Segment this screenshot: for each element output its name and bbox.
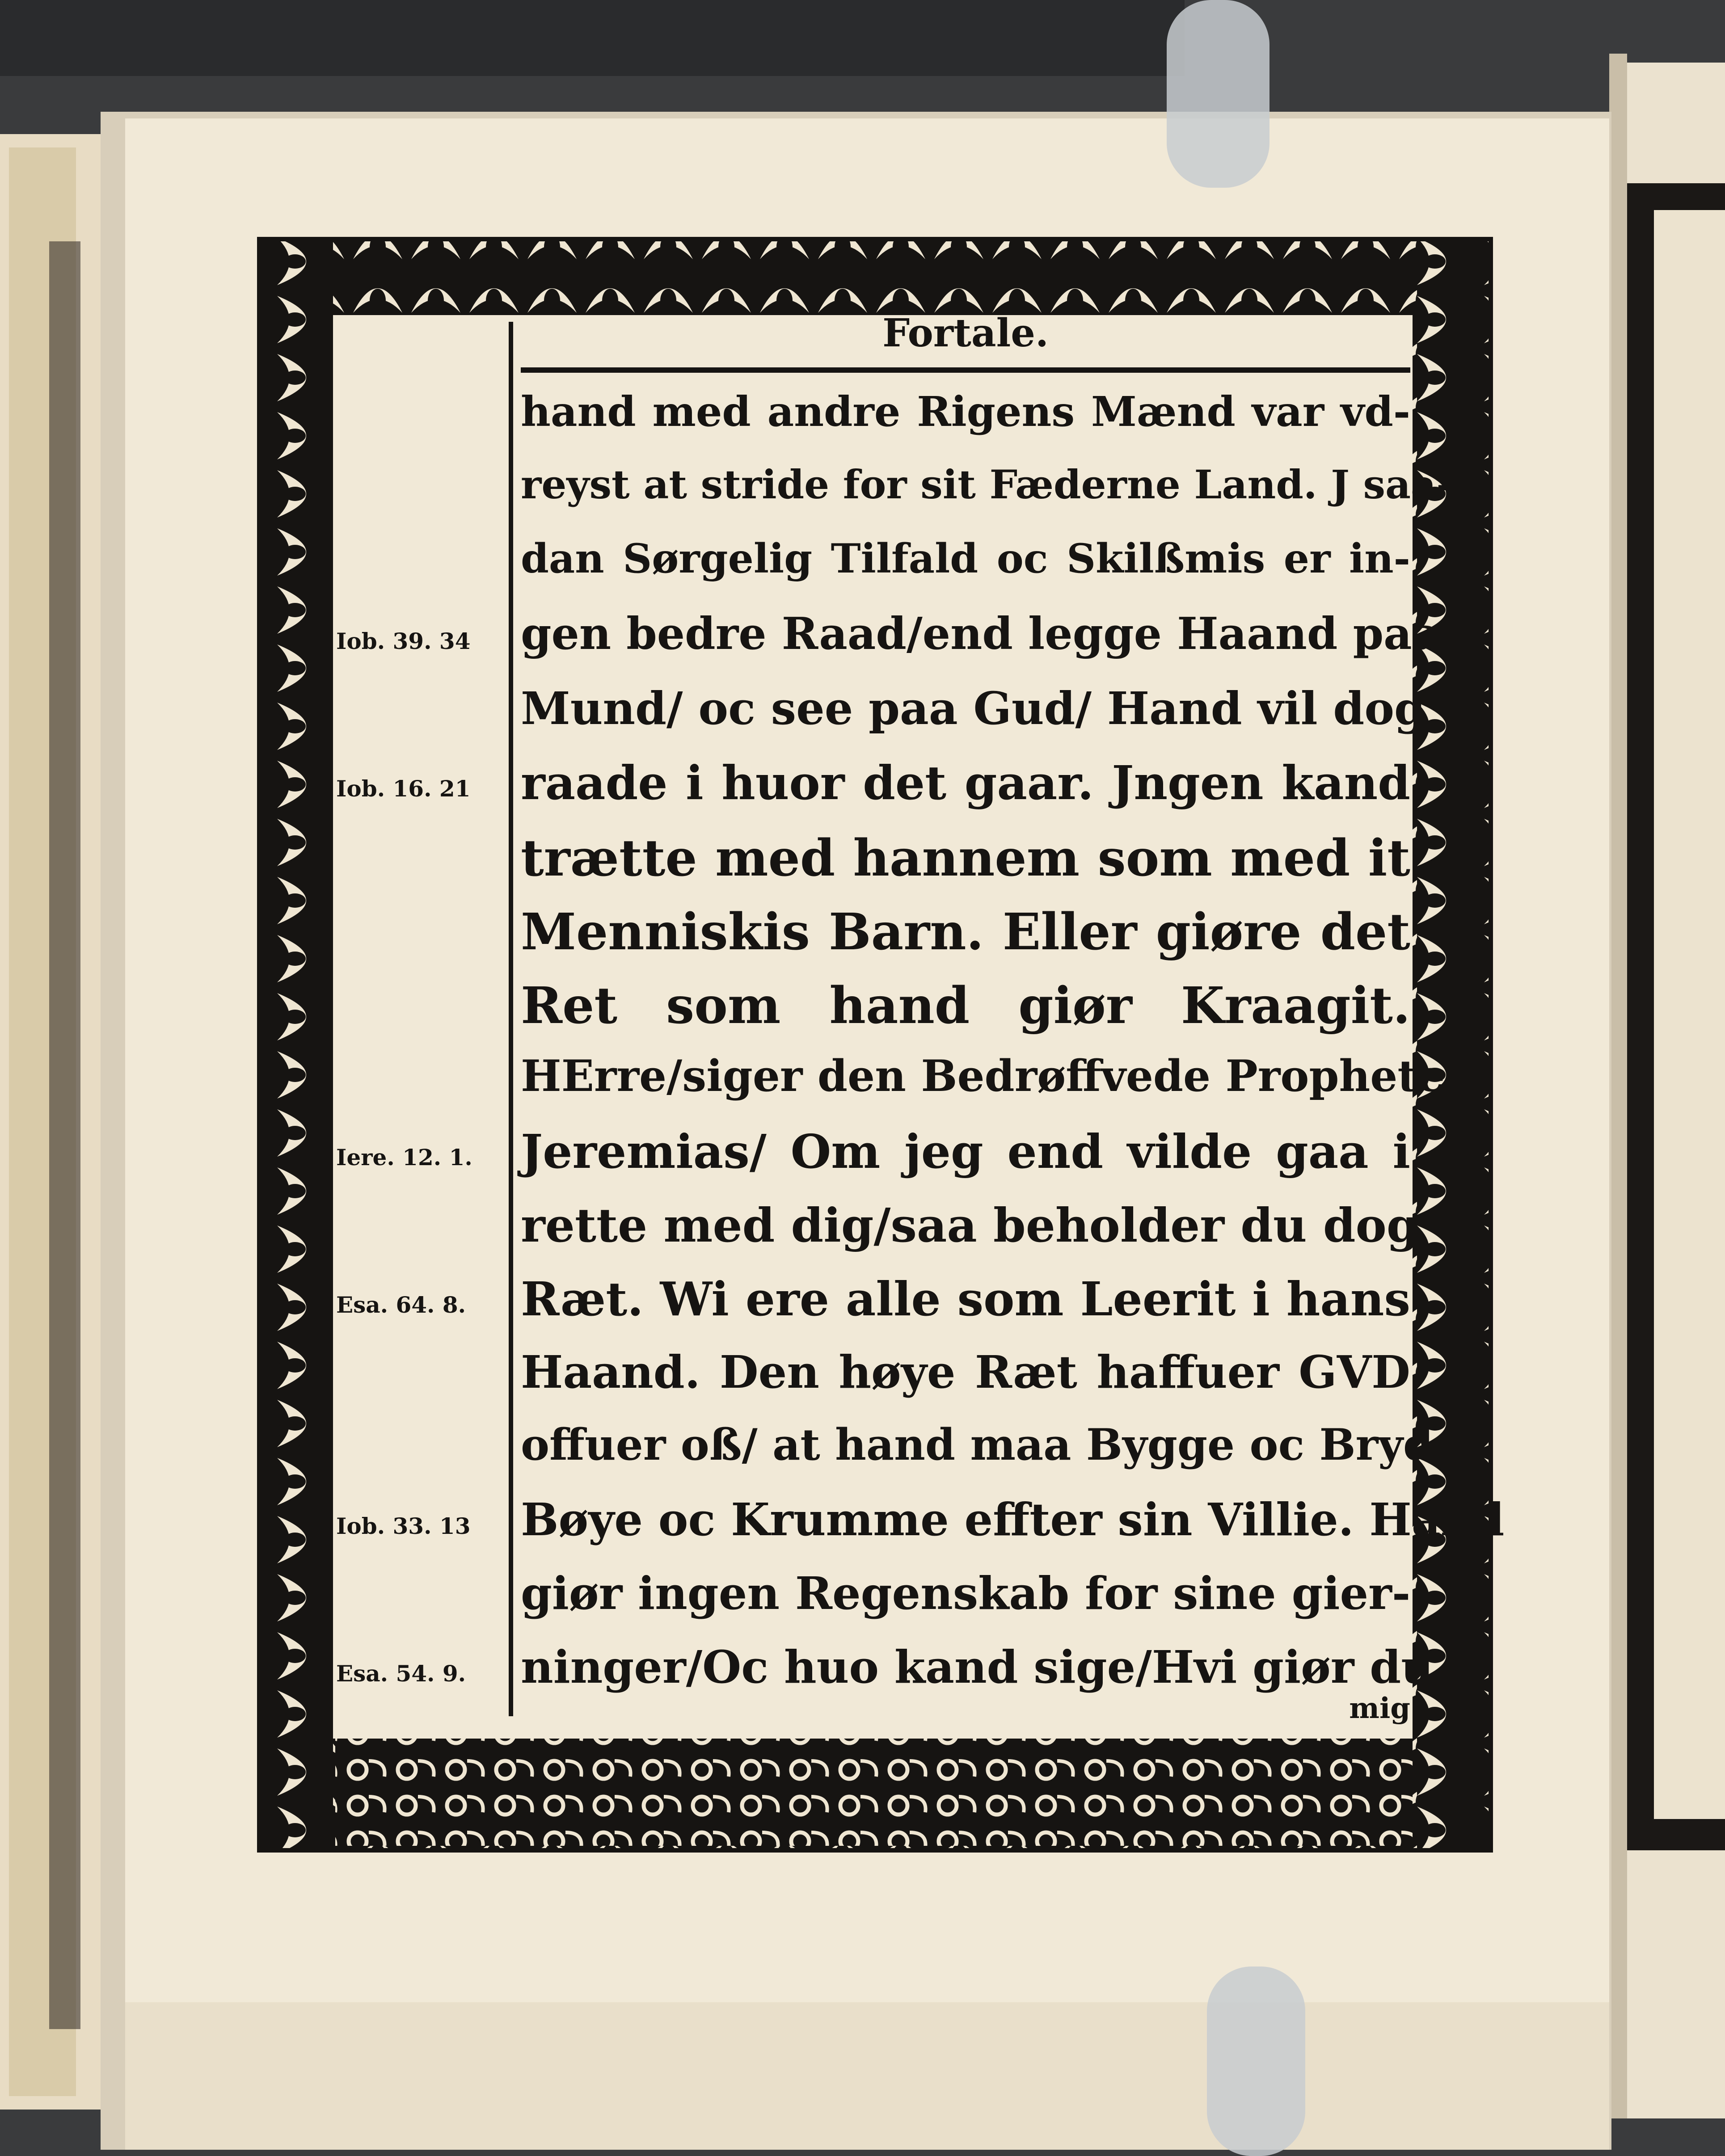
margin-note: Esa. 54. 9. — [336, 1660, 466, 1687]
text-line: hand med andre Rigens Mænd var vd- — [521, 387, 1410, 436]
text-line: HErre/siger den Bedrøffvede Prophete — [521, 1051, 1445, 1101]
text-line: Haand. Den høye Ræt haffuer GVD — [521, 1346, 1410, 1398]
text-line: trætte med hannem som med it — [521, 829, 1410, 888]
margin-note: Iere. 12. 1. — [336, 1144, 472, 1171]
text-line: Ret som hand giør Kraagit. — [521, 977, 1410, 1035]
text-line: reyst at stride for sit Fæderne Land. J saa- — [521, 461, 1453, 508]
margin-note: Iob. 33. 13 — [336, 1513, 471, 1539]
margin-note: Iob. 16. 21 — [336, 775, 471, 802]
text-line: Bøye oc Krumme effter sin Villie. Hand — [521, 1493, 1505, 1546]
running-head: Fortale. — [882, 311, 1049, 356]
text-line: gen bedre Raad/end legge Haand paa — [521, 608, 1441, 660]
text-line: Menniskis Barn. Eller giøre det — [521, 903, 1410, 961]
text-line: Mund/ oc see paa Gud/ Hand vil dog — [521, 682, 1426, 735]
text-line: dan Sørgelig Tilfald oc Skilßmis er in- — [521, 535, 1410, 582]
text-line: raade i huor det gaar. Jngen kand — [521, 755, 1410, 810]
catchword: mig — [1349, 1692, 1410, 1725]
text-line: Jeremias/ Om jeg end vilde gaa i — [521, 1124, 1410, 1179]
text-line: ninger/Oc huo kand sige/Hvi giør du — [521, 1641, 1434, 1693]
text-line: offuer oß/ at hand maa Bygge oc Bryde — [521, 1419, 1461, 1470]
text-line: Ræt. Wi ere alle som Leerit i hans — [521, 1272, 1410, 1326]
text-line: rette med dig/saa beholder du dog — [521, 1198, 1419, 1253]
text-line: giør ingen Regenskab for sine gier- — [521, 1567, 1411, 1620]
margin-note: Iob. 39. 34 — [336, 628, 471, 654]
margin-note: Esa. 64. 8. — [336, 1292, 466, 1318]
